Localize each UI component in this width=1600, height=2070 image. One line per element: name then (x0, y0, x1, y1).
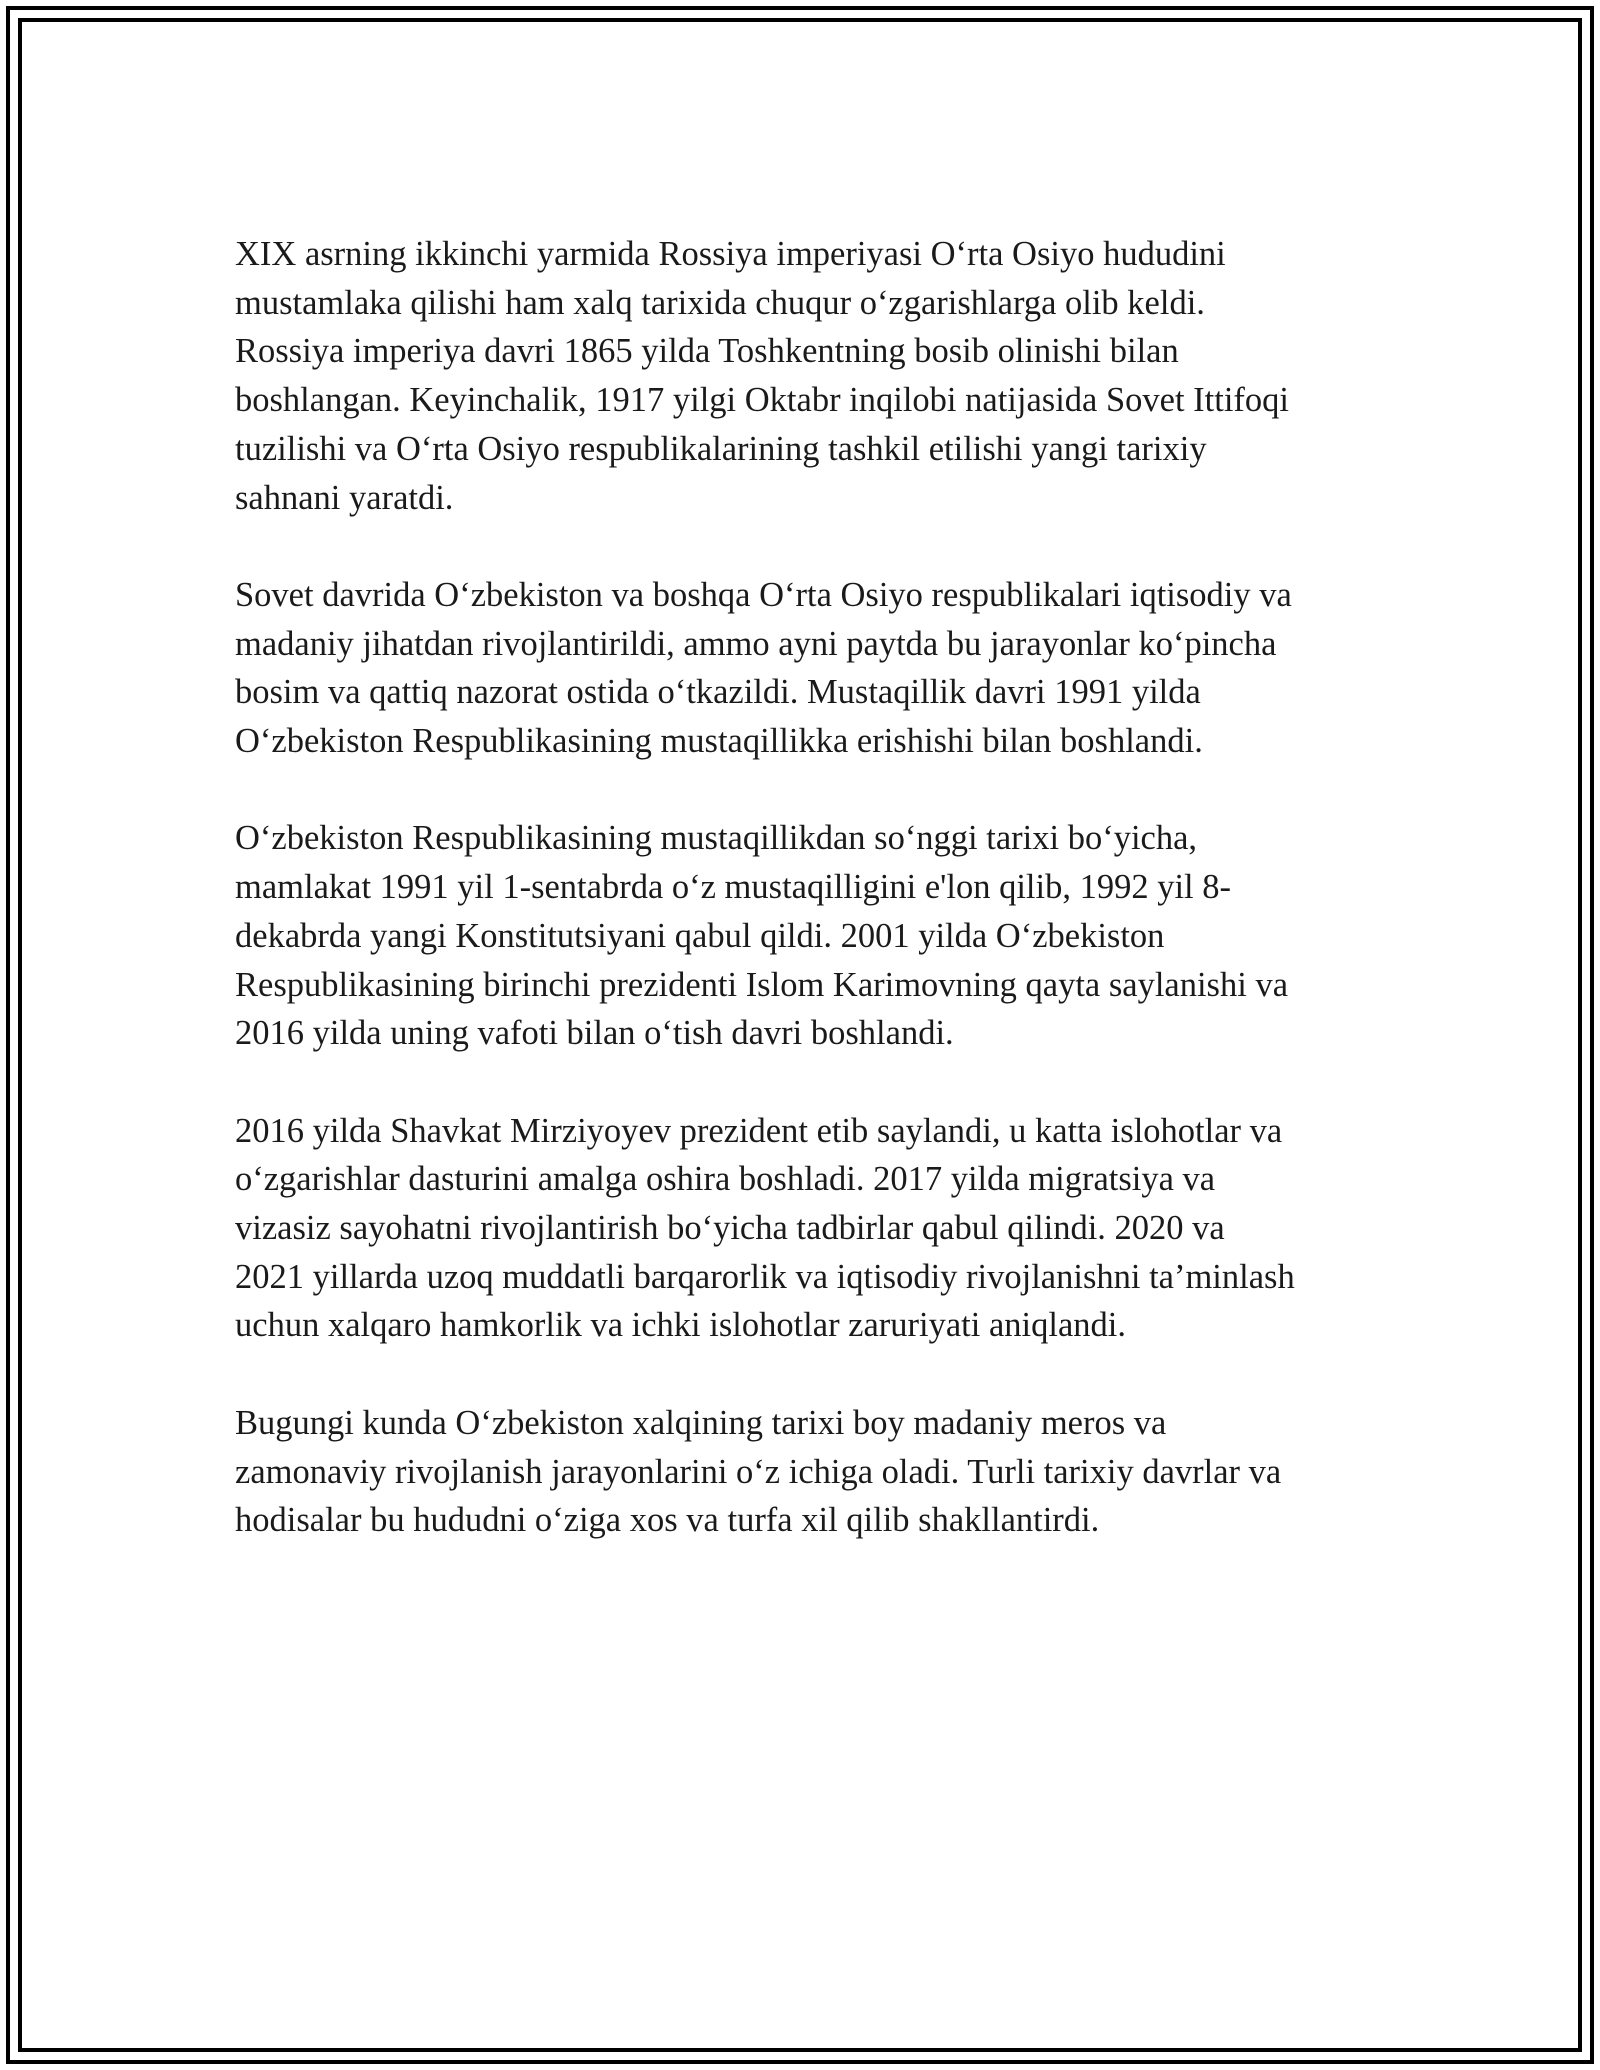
text-line: o‘zgarishlar dasturini amalga oshira boshladi. 2017 yilda migratsiya va (235, 1160, 1216, 1199)
text-line: mustamlaka qilishi ham xalq tarixida chuqur o‘zgarishlarga olib keldi. (235, 283, 1205, 322)
text-line: 2021 yillarda uzoq muddatli barqarorlik va iqtisodiy rivojlanishni ta’minlash (235, 1257, 1295, 1296)
text-line: boshlangan. Keyinchalik, 1917 yilgi Oktabr inqilobi natijasida Sovet Ittifoqi (235, 381, 1290, 420)
text-line: bosim va qattiq nazorat ostida o‘tkazildi. Mustaqillik davri 1991 yilda (235, 673, 1201, 712)
text-line: Rossiya imperiya davri 1865 yilda Toshkentning bosib olinishi bilan (235, 332, 1179, 371)
text-line: tuzilishi va O‘rta Osiyo respublikalarining tashkil etilishi yangi tarixiy (235, 429, 1207, 468)
text-line: vizasiz sayohatni rivojlantirish bo‘yicha tadbirlar qabul qilindi. 2020 va (235, 1209, 1225, 1248)
text-line: Bugungi kunda O‘zbekiston xalqining tarixi boy madaniy meros va (235, 1403, 1167, 1442)
text-line: hodisalar bu hududni o‘ziga xos va turfa xil qilib shakllantirdi. (235, 1501, 1100, 1540)
text-line: dekabrda yangi Konstitutsiyani qabul qildi. 2001 yilda O‘zbekiston (235, 916, 1165, 955)
text-line: 2016 yilda Shavkat Mirziyoyev prezident etib saylandi, u katta islohotlar va (235, 1111, 1283, 1150)
text-line: zamonaviy rivojlanish jarayonlarini o‘z ichiga oladi. Turli tarixiy davrlar va (235, 1452, 1282, 1491)
text-line: sahnani yaratdi. (235, 478, 454, 517)
paragraph-3 (235, 814, 1375, 1058)
paragraph-2 (235, 571, 1375, 766)
text-line: XIX asrning ikkinchi yarmida Rossiya imperiyasi O‘rta Osiyo hududini (235, 235, 1226, 273)
paragraph-4 (235, 1107, 1375, 1351)
text-line: mamlakat 1991 yil 1-sentabrda o‘z mustaqilligini e'lon qilib, 1992 yil 8- (235, 868, 1232, 907)
text-line: Respublikasining birinchi prezidenti Islom Karimovning qayta saylanishi va (235, 965, 1289, 1004)
text-line: 2016 yilda uning vafoti bilan o‘tish davri boshlandi. (235, 1014, 954, 1053)
paragraph-5 (235, 1399, 1375, 1545)
text-line: madaniy jihatdan rivojlantirildi, ammo ayni paytda bu jarayonlar ko‘pincha (235, 624, 1277, 663)
text-line: O‘zbekiston Respublikasining mustaqillikdan so‘nggi tarixi bo‘yicha, (235, 819, 1198, 858)
document-body (235, 230, 1375, 1545)
text-line: O‘zbekiston Respublikasining mustaqillikka erishishi bilan boshlandi. (235, 722, 1203, 761)
text-line: Sovet davrida O‘zbekiston va boshqa O‘rta Osiyo respublikalari iqtisodiy va (235, 575, 1292, 614)
paragraph-1 (235, 230, 1375, 522)
text-line: uchun xalqaro hamkorlik va ichki islohotlar zaruriyati aniqlandi. (235, 1306, 1126, 1345)
